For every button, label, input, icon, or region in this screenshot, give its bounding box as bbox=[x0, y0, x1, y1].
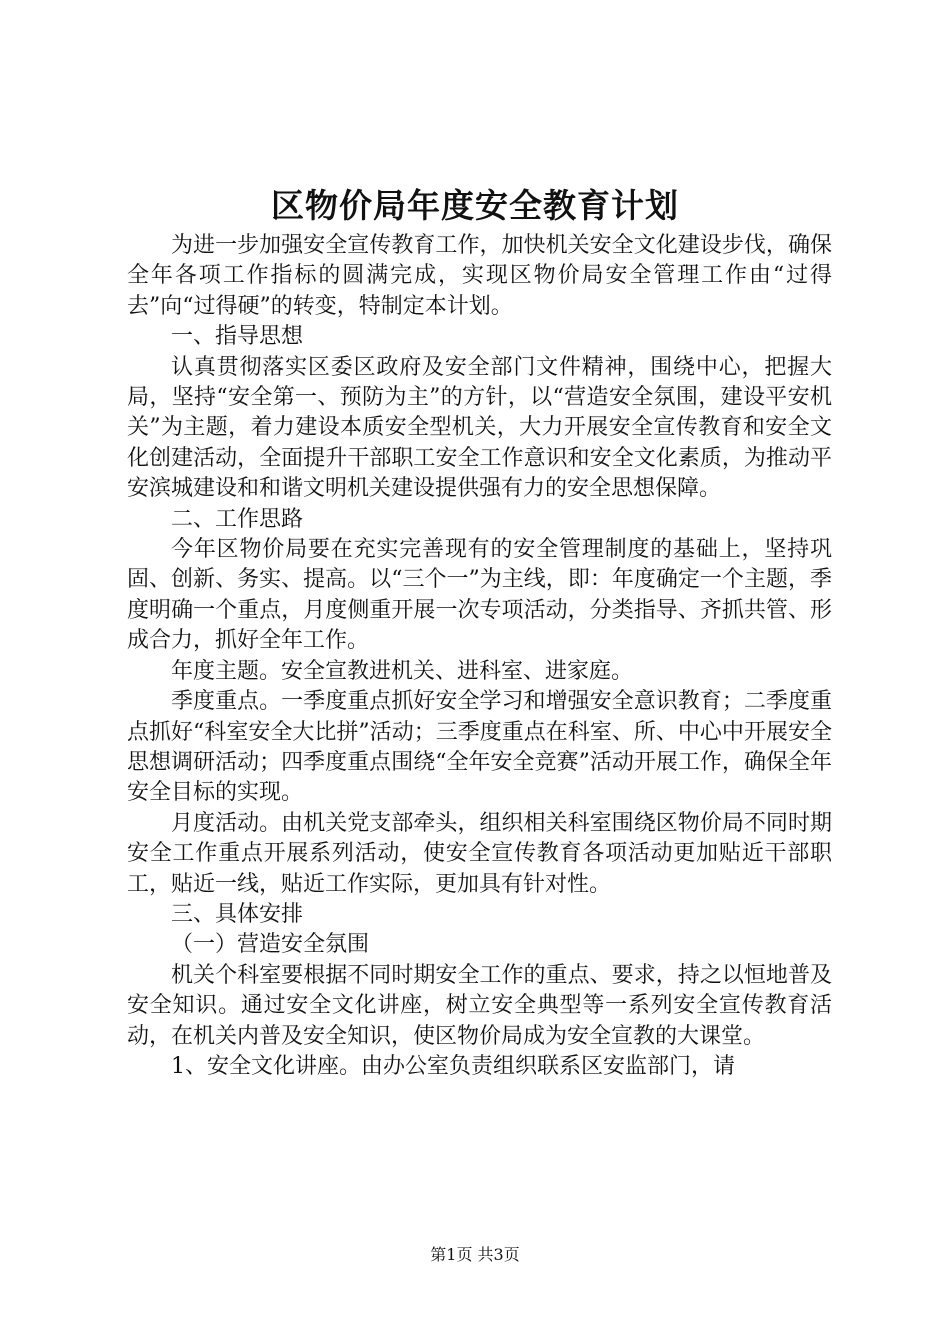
heading-guiding-ideology: 一、指导思想 bbox=[171, 324, 304, 350]
heading-specific-arrangements: 三、具体安排 bbox=[171, 901, 304, 927]
paragraph-work-approach: 今年区物价局要在充实完善现有的安全管理制度的基础上，坚持巩固、创新、务实、提高。以“三个一”为主线，即：年度确定一个主题，季度明确一个重点，月度侧重开展一次专项活动，分类指导、齐抓共管、形成合力，抓好全年工作。 bbox=[127, 537, 832, 654]
page-title: 区物价局年度安全教育计划 bbox=[271, 186, 679, 225]
subheading-safety-atmosphere: （一）营造安全氛围 bbox=[171, 932, 370, 958]
page-footer: 第1页 共3页 bbox=[430, 1245, 520, 1264]
heading-work-approach: 二、工作思路 bbox=[171, 506, 304, 532]
document-body bbox=[127, 231, 832, 1082]
paragraph-monthly-activity: 月度活动。由机关党支部牵头，组织相关科室围绕区物价局不同时期安全工作重点开展系列活动，使安全宣传教育各项活动更加贴近干部职工，贴近一线，贴近工作实际，更加具有针对性。 bbox=[127, 810, 832, 897]
paragraph-intro: 为进一步加强安全宣传教育工作，加快机关安全文化建设步伐，确保全年各项工作指标的圆满完成，实现区物价局安全管理工作由“过得去”向“过得硬”的转变，特制定本计划。 bbox=[127, 233, 832, 319]
paragraph-annual-theme: 年度主题。安全宣教进机关、进科室、进家庭。 bbox=[171, 658, 634, 684]
paragraph-guiding-ideology: 认真贯彻落实区委区政府及安全部门文件精神，围绕中心，把握大局，坚持“安全第一、预防为主”的方针，以“营造安全氛围，建设平安机关”为主题，着力建设本质安全型机关，大力开展安全宣传教育和安全文化创建活动，全面提升干部职工安全工作意识和安全文化素质，为推动平安滨城建设和和谐文明机关建设提供强有力的安全思想保障。 bbox=[127, 354, 832, 502]
paragraph-safety-atmosphere: 机关个科室要根据不同时期安全工作的重点、要求，持之以恒地普及安全知识。通过安全文化讲座，树立安全典型等一系列安全宣传教育活动，在机关内普及安全知识，使区物价局成为安全宣教的大课堂。 bbox=[127, 962, 832, 1049]
paragraph-quarterly-focus: 季度重点。一季度重点抓好安全学习和增强安全意识教育；二季度重点抓好“科室安全大比拼”活动；三季度重点在科室、所、中心中开展安全思想调研活动；四季度重点围绕“全年安全竞赛”活动开展工作，确保全年安全目标的实现。 bbox=[127, 689, 832, 806]
paragraph-item-1: 1、安全文化讲座。由办公室负责组织联系区安监部门，请 bbox=[171, 1053, 735, 1079]
